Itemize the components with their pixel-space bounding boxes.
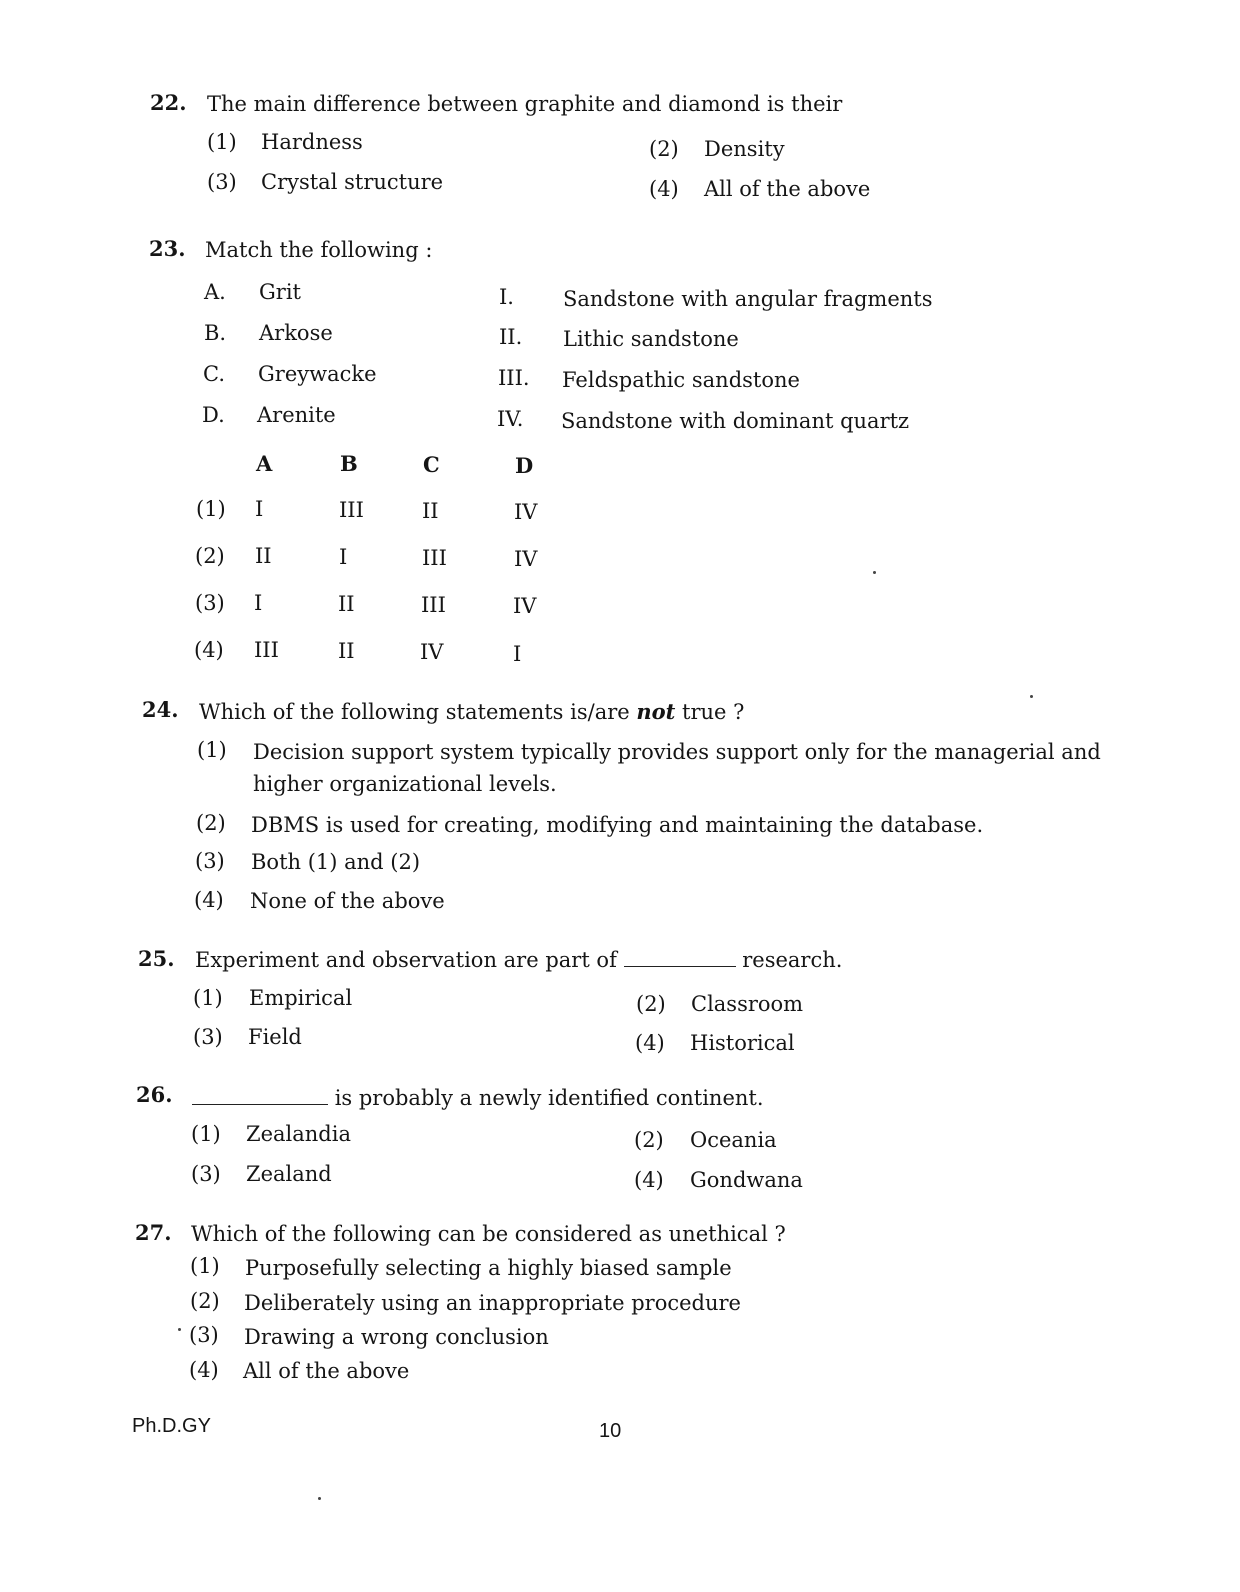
stem-pre: Experiment and observation are part of [195, 948, 617, 972]
option-text: Field [248, 1025, 302, 1049]
match-right-text: Lithic sandstone [563, 327, 739, 351]
option-text: None of the above [250, 889, 445, 913]
question-number: 24. [142, 697, 179, 722]
option-number: (2) [196, 811, 226, 835]
match-right-key: IV. [497, 407, 524, 431]
code-cell: II [422, 499, 439, 523]
answer-blank [624, 948, 736, 967]
option-text: Empirical [249, 986, 353, 1010]
answer-blank [192, 1086, 328, 1105]
stem-pre: Which of the following statements is/are [199, 700, 637, 724]
question-stem [199, 699, 744, 724]
option-text: Both (1) and (2) [251, 850, 421, 874]
code-cell: IV [514, 500, 538, 524]
option-number: (2) [195, 544, 225, 568]
code-cell: II [255, 544, 272, 568]
option-number: (1) [207, 130, 237, 154]
code-cell: IV [514, 547, 538, 571]
scan-speck [1030, 695, 1033, 698]
option-text: Oceania [690, 1128, 777, 1152]
question-number: 27. [135, 1220, 172, 1245]
option-number: (2) [649, 137, 679, 161]
match-right-text: Feldspathic sandstone [562, 368, 800, 392]
code-cell: I [254, 591, 263, 615]
question-number: 26. [136, 1082, 173, 1107]
page-number: 10 [599, 1420, 622, 1442]
code-header: B [340, 451, 358, 476]
option-text: Density [704, 137, 785, 161]
option-number: (1) [193, 986, 223, 1010]
option-text: Decision support system typically provides support only for the managerial and [253, 740, 1101, 764]
question-stem: The main difference between graphite and diamond is their [207, 92, 843, 116]
option-number: (1) [191, 1122, 221, 1146]
question-number: 23. [149, 236, 186, 261]
code-cell: IV [513, 594, 537, 618]
option-number: (3) [195, 591, 225, 615]
code-cell: III [254, 638, 279, 662]
paper-code: Ph.D.GY [132, 1415, 211, 1437]
stem-post: research. [742, 948, 843, 972]
question-stem: Which of the following can be considered as unethical ? [191, 1222, 786, 1246]
question-stem [195, 948, 842, 972]
option-text: Historical [690, 1031, 795, 1055]
match-left-key: A. [204, 280, 226, 304]
code-cell: III [422, 546, 447, 570]
option-text: Purposefully selecting a highly biased sample [245, 1256, 732, 1280]
stem-post: true ? [675, 700, 745, 724]
stem-post: is probably a newly identified continent. [334, 1086, 764, 1110]
code-cell: III [421, 593, 446, 617]
option-number: (3) [195, 849, 225, 873]
code-cell: I [513, 642, 522, 666]
match-left-key: B. [204, 321, 227, 345]
question-number: 25. [138, 946, 175, 971]
option-text: All of the above [704, 177, 871, 201]
scan-speck [873, 571, 876, 574]
code-cell: III [339, 498, 364, 522]
stem-emphasis: not [636, 699, 676, 724]
option-text: Drawing a wrong conclusion [244, 1325, 549, 1349]
option-number: (1) [190, 1254, 220, 1278]
option-number: (4) [194, 888, 224, 912]
match-right-key: II. [499, 325, 523, 349]
option-number: (2) [190, 1289, 220, 1313]
option-number: (3) [191, 1162, 221, 1186]
match-left-text: Arenite [257, 403, 336, 427]
option-text: Deliberately using an inappropriate procedure [244, 1291, 741, 1315]
code-cell: IV [420, 640, 444, 664]
match-right-key: III. [498, 366, 530, 390]
option-text: DBMS is used for creating, modifying and maintaining the database. [251, 813, 984, 837]
scan-speck [178, 1328, 181, 1331]
code-cell: I [339, 545, 348, 569]
match-left-text: Arkose [259, 321, 333, 345]
question-number: 22. [150, 90, 187, 115]
option-text: Gondwana [690, 1168, 803, 1192]
option-number: (3) [207, 170, 237, 194]
option-text: Zealandia [246, 1122, 351, 1146]
match-right-text: Sandstone with angular fragments [563, 287, 933, 311]
code-header: A [256, 451, 273, 476]
match-right-key: I. [499, 285, 514, 309]
option-number: (4) [194, 638, 224, 662]
option-number: (4) [635, 1031, 665, 1055]
match-left-key: D. [202, 403, 225, 427]
code-header: D [515, 453, 534, 478]
scan-speck [318, 1497, 321, 1500]
code-cell: I [255, 497, 264, 521]
code-cell: II [338, 592, 355, 616]
option-number: (2) [634, 1128, 664, 1152]
option-text: Classroom [691, 992, 804, 1016]
code-cell: II [338, 639, 355, 663]
option-number: (4) [634, 1168, 664, 1192]
option-number: (1) [197, 738, 227, 762]
option-number: (3) [193, 1025, 223, 1049]
option-text: Zealand [246, 1162, 332, 1186]
option-number: (3) [189, 1323, 219, 1347]
match-left-text: Greywacke [258, 362, 377, 386]
match-left-text: Grit [259, 280, 301, 304]
option-number: (1) [196, 497, 226, 521]
question-stem: Match the following : [205, 238, 433, 262]
option-text: All of the above [243, 1359, 410, 1383]
option-text: Hardness [261, 130, 363, 154]
option-number: (4) [649, 177, 679, 201]
match-right-text: Sandstone with dominant quartz [561, 409, 910, 433]
option-number: (2) [636, 992, 666, 1016]
option-text: Crystal structure [261, 170, 444, 194]
match-left-key: C. [203, 362, 225, 386]
option-number: (4) [189, 1358, 219, 1382]
question-stem [192, 1086, 764, 1110]
option-text-cont: higher organizational levels. [253, 772, 557, 796]
code-header: C [423, 452, 440, 477]
